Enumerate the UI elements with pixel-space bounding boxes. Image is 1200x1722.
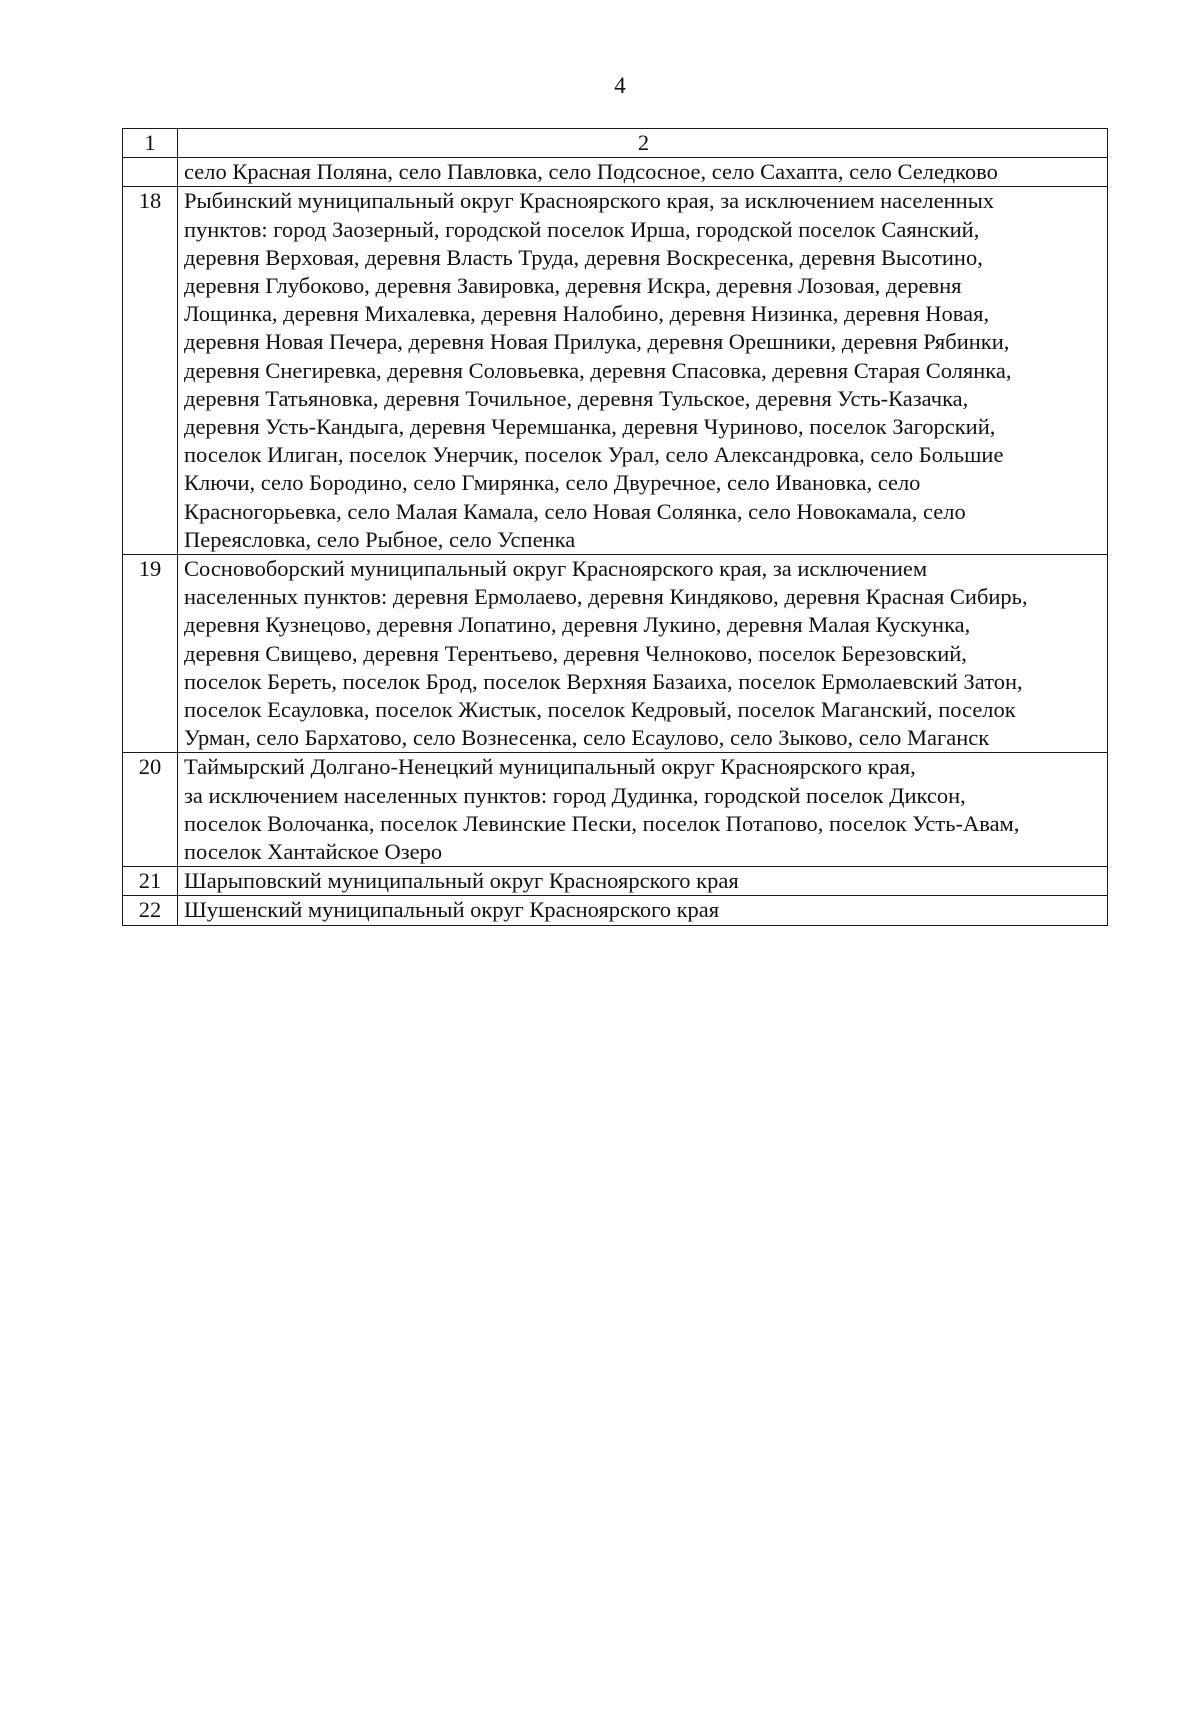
text-line: пунктов: город Заозерный, городской поселок Ирша, городской поселок Саянский,: [184, 216, 980, 242]
text-line: деревня Усть-Кандыга, деревня Черемшанка, деревня Чуриново, поселок Загорский,: [184, 414, 996, 440]
row-number-cell: 21: [123, 867, 178, 896]
table-row: [123, 867, 1108, 896]
text-line: село Красная Поляна, село Павловка, село Подсосное, село Сахапта, село Селедково: [184, 159, 998, 185]
table-row: [123, 555, 1108, 753]
text-line: Рыбинский муниципальный округ Красноярского края, за исключением населенных: [184, 188, 995, 214]
text-line: поселок Волочанка, поселок Левинские Пески, поселок Потапово, поселок Усть-Авам,: [184, 810, 1020, 836]
text-line: поселок Хантайское Озеро: [184, 839, 443, 865]
row-text-cell: [178, 753, 1108, 867]
header-cell-col2: 2: [178, 129, 1108, 158]
table-row: [123, 896, 1108, 925]
text-line: Шарыповский муниципальный округ Красноярского края: [184, 868, 739, 894]
text-line: Ключи, село Бородино, село Гмирянка, село Двуречное, село Ивановка, село: [184, 470, 921, 496]
row-number-cell: 19: [123, 555, 178, 753]
text-line: Шушенский муниципальный округ Красноярского края: [184, 897, 720, 923]
table-header-row: [123, 129, 1108, 158]
header-cell-col1: 1: [123, 129, 178, 158]
text-line: Урман, село Бархатово, село Вознесенка, село Есаулово, село Зыково, село Маганск: [184, 725, 990, 751]
text-line: деревня Снегиревка, деревня Соловьевка, деревня Спасовка, деревня Старая Солянка,: [184, 357, 1012, 383]
text-line: деревня Свищево, деревня Терентьево, деревня Челноково, поселок Березовский,: [184, 640, 967, 666]
text-line: поселок Илиган, поселок Унерчик, поселок Урал, село Александровка, село Большие: [184, 442, 1004, 468]
text-line: Красногорьевка, село Малая Камала, село Новая Солянка, село Новокамала, село: [184, 498, 966, 524]
text-line: Таймырский Долгано-Ненецкий муниципальный округ Красноярского края,: [184, 754, 916, 780]
row-text-cell: [178, 555, 1108, 753]
text-line: деревня Новая Печера, деревня Новая Прилука, деревня Орешники, деревня Рябинки,: [184, 329, 1010, 355]
text-line: деревня Татьяновка, деревня Точильное, деревня Тульское, деревня Усть-Казачка,: [184, 385, 969, 411]
municipal-districts-table: [122, 128, 1108, 926]
row-text-cell: [178, 187, 1108, 555]
table-row: [123, 158, 1108, 187]
text-line: Переясловка, село Рыбное, село Успенка: [184, 526, 576, 552]
row-number-cell: [123, 158, 178, 187]
text-line: деревня Глубоково, деревня Завировка, деревня Искра, деревня Лозовая, деревня: [184, 273, 962, 299]
table-body: [123, 129, 1108, 926]
text-line: поселок Береть, поселок Брод, поселок Верхняя Базаиха, поселок Ермолаевский Затон,: [184, 668, 1023, 694]
table-row: [123, 187, 1108, 555]
text-line: Лощинка, деревня Михалевка, деревня Налобино, деревня Низинка, деревня Новая,: [184, 301, 990, 327]
row-number-cell: 18: [123, 187, 178, 555]
text-line: Сосновоборский муниципальный округ Красноярского края, за исключением: [184, 556, 928, 582]
page-number: 4: [614, 73, 626, 98]
text-line: за исключением населенных пунктов: город Дудинка, городской поселок Диксон,: [184, 782, 966, 808]
row-text-cell: [178, 867, 1108, 896]
row-number-cell: 22: [123, 896, 178, 925]
text-line: деревня Верховая, деревня Власть Труда, деревня Воскресенка, деревня Высотино,: [184, 244, 983, 270]
text-line: поселок Есауловка, поселок Жистык, поселок Кедровый, поселок Маганский, поселок: [184, 697, 1016, 723]
text-line: населенных пунктов: деревня Ермолаево, деревня Киндяково, деревня Красная Сибирь,: [184, 584, 1028, 610]
row-number-cell: 20: [123, 753, 178, 867]
text-line: деревня Кузнецово, деревня Лопатино, деревня Лукино, деревня Малая Кускунка,: [184, 612, 971, 638]
row-text-cell: [178, 896, 1108, 925]
table-row: [123, 753, 1108, 867]
row-text-cell: [178, 158, 1108, 187]
